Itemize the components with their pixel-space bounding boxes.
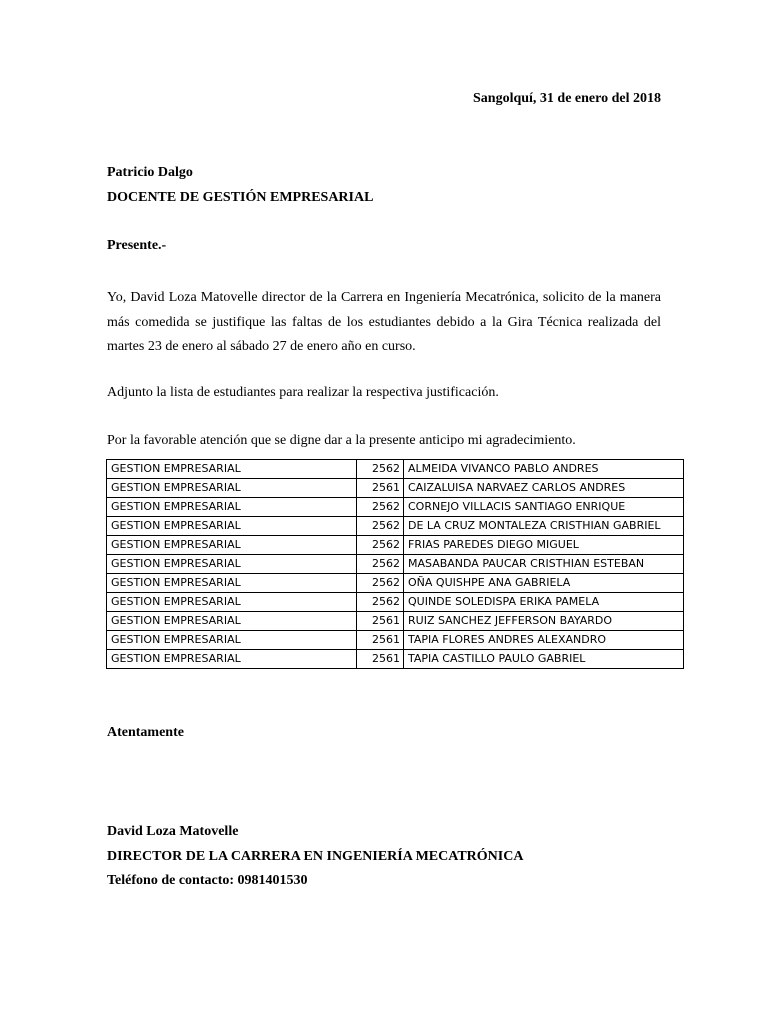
student-name-cell: OÑA QUISHPE ANA GABRIELA xyxy=(404,574,684,593)
subject-cell: GESTION EMPRESARIAL xyxy=(107,593,357,612)
student-name-cell: ALMEIDA VIVANCO PABLO ANDRES xyxy=(404,460,684,479)
table-row xyxy=(107,536,684,555)
table-row xyxy=(107,517,684,536)
code-cell: 2562 xyxy=(357,460,404,479)
table-row xyxy=(107,555,684,574)
subject-cell: GESTION EMPRESARIAL xyxy=(107,536,357,555)
subject-cell: GESTION EMPRESARIAL xyxy=(107,517,357,536)
students-table-body xyxy=(107,460,684,669)
contact-phone: Teléfono de contacto: 0981401530 xyxy=(107,873,308,888)
subject-cell: GESTION EMPRESARIAL xyxy=(107,498,357,517)
table-row xyxy=(107,574,684,593)
student-name-cell: MASABANDA PAUCAR CRISTHIAN ESTEBAN xyxy=(404,555,684,574)
subject-cell: GESTION EMPRESARIAL xyxy=(107,555,357,574)
subject-cell: GESTION EMPRESARIAL xyxy=(107,460,357,479)
student-name-cell: CORNEJO VILLACIS SANTIAGO ENRIQUE xyxy=(404,498,684,517)
attachment-note: Adjunto la lista de estudiantes para realizar la respectiva justificación. xyxy=(107,385,499,400)
signer-name: David Loza Matovelle xyxy=(107,824,239,839)
table-row xyxy=(107,460,684,479)
subject-cell: GESTION EMPRESARIAL xyxy=(107,631,357,650)
student-name-cell: DE LA CRUZ MONTALEZA CRISTHIAN GABRIEL xyxy=(404,517,684,536)
code-cell: 2562 xyxy=(357,574,404,593)
code-cell: 2562 xyxy=(357,536,404,555)
recipient-name: Patricio Dalgo xyxy=(107,165,193,180)
thanks-paragraph: Por la favorable atención que se digne dar a la presente anticipo mi agradecimiento. xyxy=(107,433,576,448)
signer-title: DIRECTOR DE LA CARRERA EN INGENIERÍA MECATRÓNICA xyxy=(107,849,524,864)
body-paragraph: Yo, David Loza Matovelle director de la Carrera en Ingeniería Mecatrónica, solicito de la manera más comedida se justifique las faltas de los estudiantes debido a la Gira Técnica realizada del martes 23 de enero al sábado 27 de enero año en curso. xyxy=(107,290,661,354)
student-name-cell: TAPIA FLORES ANDRES ALEXANDRO xyxy=(404,631,684,650)
code-cell: 2562 xyxy=(357,555,404,574)
code-cell: 2561 xyxy=(357,612,404,631)
students-table xyxy=(106,459,684,669)
student-name-cell: TAPIA CASTILLO PAULO GABRIEL xyxy=(404,650,684,669)
greeting: Presente.- xyxy=(107,238,167,253)
subject-cell: GESTION EMPRESARIAL xyxy=(107,574,357,593)
table-row xyxy=(107,631,684,650)
code-cell: 2561 xyxy=(357,650,404,669)
subject-cell: GESTION EMPRESARIAL xyxy=(107,612,357,631)
table-row xyxy=(107,593,684,612)
table-row xyxy=(107,479,684,498)
student-name-cell: QUINDE SOLEDISPA ERIKA PAMELA xyxy=(404,593,684,612)
subject-cell: GESTION EMPRESARIAL xyxy=(107,650,357,669)
table-row xyxy=(107,612,684,631)
recipient-title: DOCENTE DE GESTIÓN EMPRESARIAL xyxy=(107,190,374,205)
table-row xyxy=(107,498,684,517)
student-name-cell: CAIZALUISA NARVAEZ CARLOS ANDRES xyxy=(404,479,684,498)
code-cell: 2561 xyxy=(357,631,404,650)
code-cell: 2562 xyxy=(357,498,404,517)
code-cell: 2562 xyxy=(357,593,404,612)
code-cell: 2562 xyxy=(357,517,404,536)
student-name-cell: RUIZ SANCHEZ JEFFERSON BAYARDO xyxy=(404,612,684,631)
letter-date: Sangolquí, 31 de enero del 2018 xyxy=(473,91,661,106)
closing: Atentamente xyxy=(107,725,184,740)
student-name-cell: FRIAS PAREDES DIEGO MIGUEL xyxy=(404,536,684,555)
subject-cell: GESTION EMPRESARIAL xyxy=(107,479,357,498)
table-row xyxy=(107,650,684,669)
code-cell: 2561 xyxy=(357,479,404,498)
